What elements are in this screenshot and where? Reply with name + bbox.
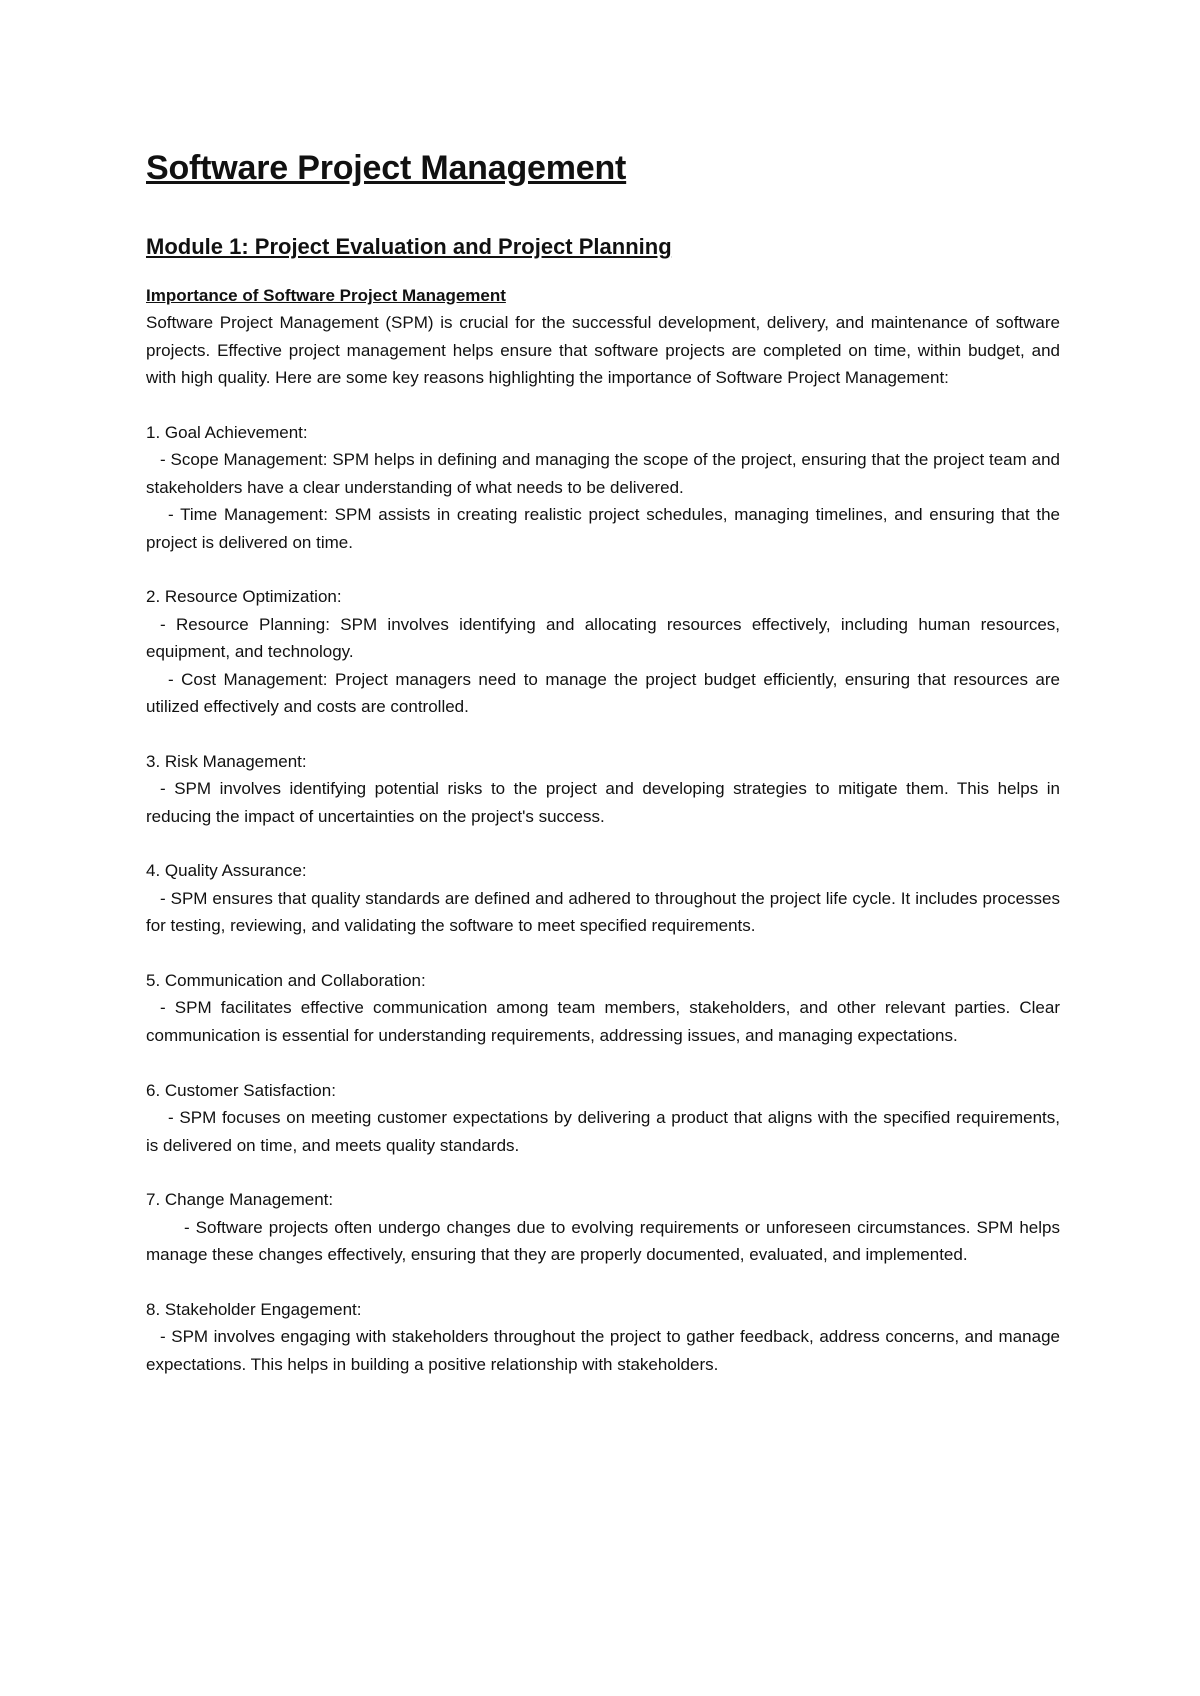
point-item: - Cost Management: Project managers need to manage the project budget efficiently, ensuring that resources are utilized effectively and costs are controlled. [146, 669, 1060, 717]
point-resource-optimization [146, 583, 1060, 720]
point-item: - SPM focuses on meeting customer expectations by delivering a product that aligns with the specified requirements, is delivered on time, and meets quality standards. [146, 1108, 1060, 1155]
point-quality-assurance [146, 857, 1060, 939]
point-heading: 3. Risk Management: [146, 751, 307, 771]
point-risk-management [146, 748, 1060, 830]
point-item: - Time Management: SPM assists in creating realistic project schedules, managing timelines, and ensuring that the project is delivered on time. [146, 505, 1060, 552]
point-stakeholder-engagement [146, 1296, 1060, 1378]
point-heading: 4. Quality Assurance: [146, 861, 307, 881]
section-heading: Importance of Software Project Management [146, 286, 506, 305]
point-item: - SPM facilitates effective communication among team members, stakeholders, and other relevant parties. Clear communication is essential for understanding requirements, addressing issues, and managing expectations. [146, 998, 1060, 1045]
document-title: Software Project Management [146, 149, 627, 187]
point-item: - SPM involves identifying potential risks to the project and developing strategies to mitigate them. This helps in reducing the impact of uncertainties on the project's success. [146, 779, 1060, 826]
point-item: - SPM ensures that quality standards are defined and adhered to throughout the project life cycle. It includes processes for testing, reviewing, and validating the software to meet specified requirements. [146, 888, 1060, 936]
document-page [146, 146, 1060, 1406]
point-item: - Software projects often undergo changes due to evolving requirements or unforeseen circumstances. SPM helps manage these changes effectively, ensuring that they are properly documented, evaluated, and implemented. [146, 1217, 1060, 1265]
point-heading: 6. Customer Satisfaction: [146, 1080, 336, 1100]
module-title: Module 1: Project Evaluation and Project Planning [146, 234, 672, 259]
point-heading: 8. Stakeholder Engagement: [146, 1299, 362, 1319]
point-heading: 2. Resource Optimization: [146, 587, 342, 607]
point-item: - SPM involves engaging with stakeholders throughout the project to gather feedback, address concerns, and manage expectations. This helps in building a positive relationship with stakeholders. [146, 1327, 1060, 1374]
point-heading: 1. Goal Achievement: [146, 423, 308, 443]
point-heading: 7. Change Management: [146, 1190, 334, 1210]
point-item: - Resource Planning: SPM involves identifying and allocating resources effectively, including human resources, equipment, and technology. [146, 614, 1060, 662]
point-goal-achievement [146, 419, 1060, 556]
point-communication-collaboration [146, 967, 1060, 1049]
point-customer-satisfaction [146, 1077, 1060, 1159]
intro-paragraph: Software Project Management (SPM) is crucial for the successful development, delivery, and maintenance of software projects. Effective project management helps ensure that software projects are completed on time, within budget, and with high quality. Here are some key reasons highlighting the importance of Software Project Management: [146, 313, 1060, 388]
point-item: - Scope Management: SPM helps in defining and managing the scope of the project, ensuring that the project team and stakeholders have a clear understanding of what needs to be delivered. [146, 450, 1060, 497]
point-heading: 5. Communication and Collaboration: [146, 971, 426, 991]
point-change-management [146, 1186, 1060, 1268]
